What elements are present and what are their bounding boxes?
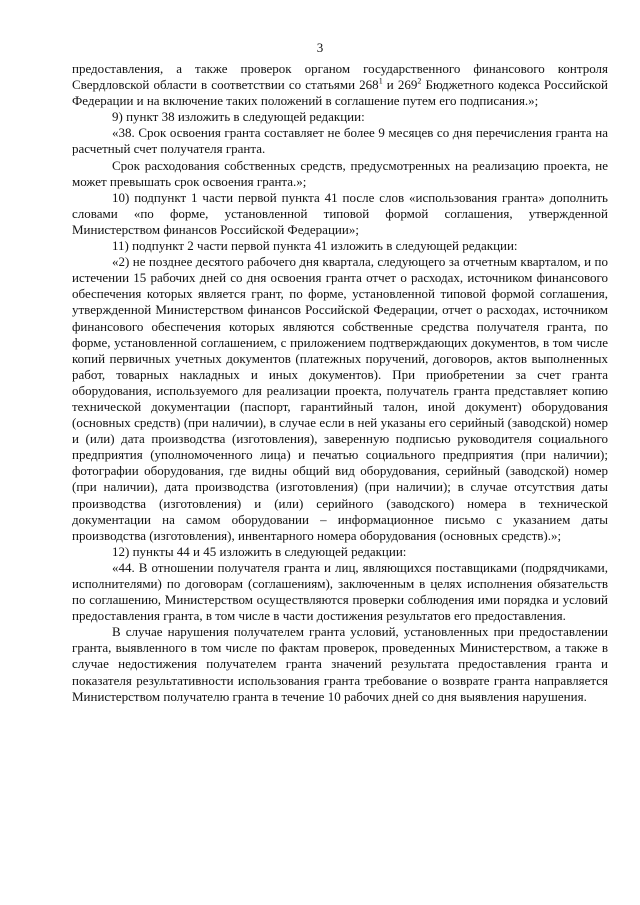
- paragraph-text: предоставления, а также проверок органом государственного финансового контроля Свердловской области в соответствии со статьями 268: [72, 61, 608, 93]
- paragraph-text: «2) не позднее десятого рабочего дня квартала, следующего за отчетным кварталом, и по истечении 15 рабочих дней со дня освоения гранта отчет о расходах, источником финансового обеспечения которых является грант, по форме, установленной типовой формой соглашения, утвержденной Министерством финансов Российской Федерации, отчет о расходах, источником финансового обеспечения которых являются собственные средства получателя гранта, по форме, установленной соглашением, с приложением подтверждающих документов, в том числе копий первичных учетных документов (платежных поручений, договоров, актов выполненных работ, товарных накладных и иных документов). При приобретении за счет гранта оборудования, используемого для реализации проекта, получатель гранта представляет копию технической документации (паспорт, гарантийный талон, иной документ) оборудования (основных средств) (при наличии), в случае если в ней указаны его серийный (заводской) номер и (или) дата производства (изготовления), заверенную подписью руководителя социального предприятия (уполномоченного лица) и печатью социального предприятия (при наличии); фотографии оборудования, где видны общий вид оборудования, серийный (заводской) номер (при наличии), дата производства (изготовления) (при наличии); в случае отсутствия даты производства (изготовления) и (или) серийного (заводского) номера в технической документации на самом оборудовании – информационное письмо с указанием даты производства (изготовления), инвентарного номера оборудования (основных средств).»;: [72, 254, 608, 543]
- paragraph-p5: [72, 238, 608, 254]
- paragraph-text: «38. Срок освоения гранта составляет не более 9 месяцев со дня перечисления гранта на расчетный счет получателя гранта.: [72, 125, 608, 157]
- paragraph-text: 11) подпункт 2 части первой пункта 41 изложить в следующей редакции:: [112, 238, 518, 254]
- paragraph-text: 9) пункт 38 изложить в следующей редакции:: [112, 109, 365, 125]
- page-number: 3: [316, 40, 324, 55]
- document-body: [72, 61, 608, 705]
- paragraph-p0: [72, 61, 608, 109]
- footnote-superscript: 1: [378, 76, 383, 86]
- paragraph-p1: [72, 109, 608, 125]
- paragraph-p7: [72, 544, 608, 560]
- paragraph-p4: [72, 190, 608, 238]
- paragraph-p3: [72, 158, 608, 190]
- footnote-superscript: 2: [417, 76, 422, 86]
- paragraph-text: 12) пункты 44 и 45 изложить в следующей редакции:: [112, 543, 407, 559]
- paragraph-p2: [72, 125, 608, 157]
- paragraph-text: «44. В отношении получателя гранта и лиц, являющихся поставщиками (подрядчиками, исполнителями) по договорам (соглашениям), заключенным в целях исполнения обязательств по соглашению, Министерством осуществляются проверки соблюдения ими порядка и условий предоставления гранта, в том числе в части достижения результатов его предоставления.: [72, 559, 608, 624]
- paragraph-text: и 269: [382, 77, 418, 93]
- paragraph-p8: [72, 560, 608, 624]
- paragraph-p9: [72, 624, 608, 704]
- paragraph-text: В случае нарушения получателем гранта условий, установленных при предоставлении гранта, выявленного в том числе по фактам проверок, проведенных Министерством, а также в случае недостижения получателем гранта значений результата предоставления гранта и показателя результативности использования гранта требование о возврате гранта направляется Министерством получателю гранта в течение 10 рабочих дней со дня выявления нарушения.: [72, 624, 608, 704]
- paragraph-text: 10) подпункт 1 части первой пункта 41 после слов «использования гранта» дополнить словами «по форме, установленной типовой формой соглашения, утвержденной Министерством финансов Российской Федерации»;: [72, 189, 608, 237]
- paragraph-text: Бюджетного кодекса Российской Федерации и на включение таких положений в соглашение путем его подписания.»;: [72, 77, 608, 109]
- paragraph-text: Срок расходования собственных средств, предусмотренных на реализацию проекта, не может превышать срок освоения гранта.»;: [72, 157, 608, 189]
- paragraph-p6: [72, 254, 608, 544]
